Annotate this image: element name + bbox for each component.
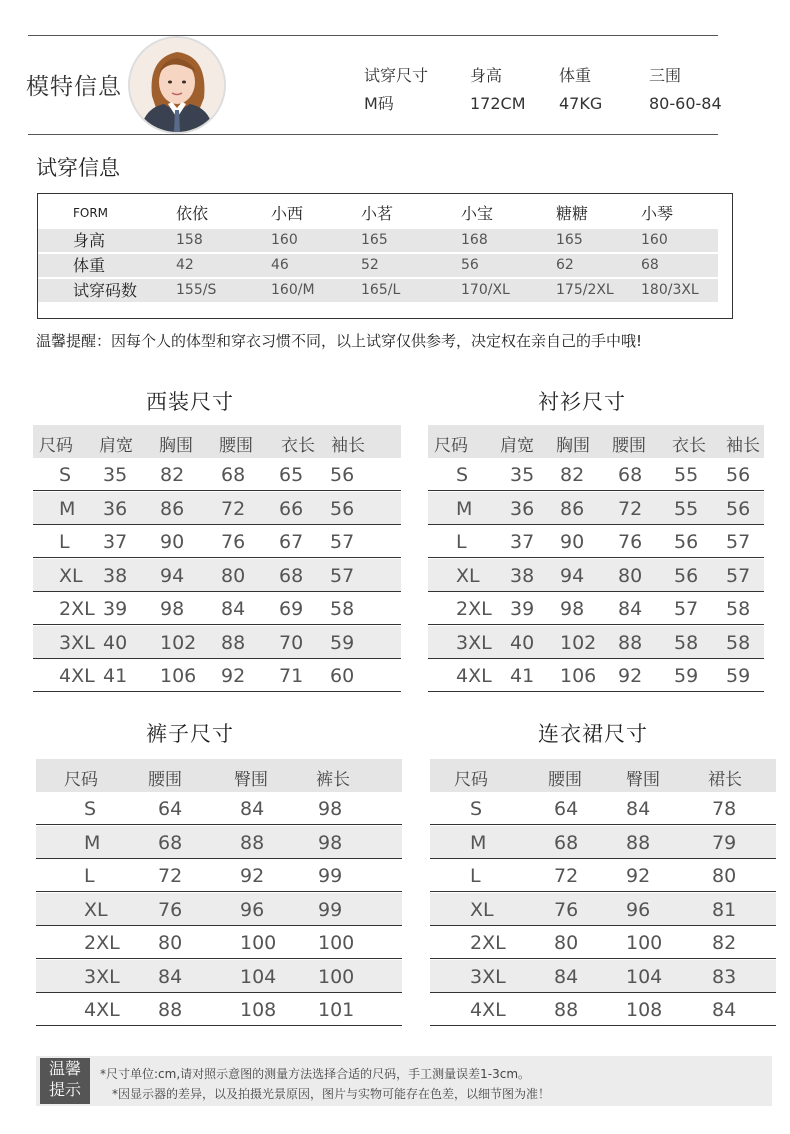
pants-cell: 92	[240, 865, 265, 887]
suit-cell: 69	[279, 598, 304, 620]
pants-cell: M	[84, 831, 101, 854]
tryon-cell: 身高	[73, 231, 106, 250]
tryon-cell: 170/XL	[461, 282, 510, 298]
shirt-cell: 3XL	[456, 631, 492, 654]
dress-header-row	[430, 759, 776, 792]
model-portrait-icon	[130, 38, 224, 132]
suit-cell: 106	[160, 665, 197, 687]
model-field-label: 身高	[470, 66, 503, 85]
suit-cell: 58	[330, 598, 355, 620]
shirt-row	[428, 626, 764, 659]
suit-cell: 68	[221, 464, 246, 486]
shirt-header-cell: 肩宽	[500, 436, 534, 456]
suit-cell: 76	[221, 531, 246, 553]
pants-row	[36, 993, 402, 1026]
suit-header-cell: 尺码	[39, 436, 73, 456]
suit-row	[33, 559, 401, 592]
tips-label	[40, 1058, 90, 1104]
shirt-cell: 86	[560, 497, 585, 520]
shirt-cell: S	[456, 464, 469, 486]
tryon-cell: 62	[556, 257, 574, 273]
suit-cell: 4XL	[59, 665, 95, 687]
suit-row	[33, 492, 401, 525]
pants-row	[36, 926, 402, 959]
suit-cell: 82	[160, 464, 185, 486]
pants-row	[36, 792, 402, 825]
tryon-cell: 155/S	[176, 282, 217, 298]
pants-row	[36, 960, 402, 993]
tryon-cell: 160	[271, 232, 298, 248]
shirt-header-cell: 尺码	[434, 436, 468, 456]
tryon-row	[38, 279, 718, 302]
shirt-cell: 55	[674, 497, 699, 520]
model-field-value: 80-60-84	[649, 94, 722, 113]
pants-header-cell: 腰围	[148, 770, 182, 790]
dress-cell: 84	[626, 798, 651, 820]
suit-header-cell: 腰围	[219, 436, 253, 456]
tryon-cell: 165/L	[361, 282, 401, 298]
shirt-cell: L	[456, 531, 467, 553]
suit-cell: 67	[279, 531, 304, 553]
suit-header-cell: 胸围	[159, 436, 193, 456]
suit-cell: 39	[103, 598, 128, 620]
dress-cell: 78	[712, 798, 737, 820]
suit-cell: 57	[330, 564, 355, 587]
tryon-cell: 165	[556, 232, 583, 248]
dress-cell: 81	[712, 898, 737, 921]
shirt-row	[428, 659, 764, 692]
dress-cell: 83	[712, 965, 737, 988]
tryon-cell: 52	[361, 257, 379, 273]
dress-cell: 80	[554, 932, 579, 954]
shirt-cell: 2XL	[456, 598, 492, 620]
model-field-label: 三围	[649, 66, 682, 85]
pants-cell: S	[84, 798, 97, 820]
tryon-table	[37, 193, 733, 319]
tryon-header-row	[38, 202, 718, 225]
model-field-label: 试穿尺寸	[364, 66, 429, 85]
dress-cell: 96	[626, 898, 651, 921]
pants-header-cell: 臀围	[234, 770, 268, 790]
shirt-cell: 40	[510, 631, 535, 654]
pants-cell: 104	[240, 965, 277, 988]
suit-cell: 84	[221, 598, 246, 620]
shirt-cell: 35	[510, 464, 535, 486]
shirt-cell: 56	[674, 531, 699, 553]
shirt-cell: 102	[560, 631, 597, 654]
suit-cell: 98	[160, 598, 185, 620]
suit-cell: M	[59, 497, 76, 520]
dress-cell: 84	[712, 999, 737, 1021]
shirt-cell: 39	[510, 598, 535, 620]
shirt-cell: 92	[618, 665, 643, 687]
pants-header-cell: 尺码	[64, 770, 98, 790]
tryon-cell: 56	[461, 257, 479, 273]
shirt-cell: 90	[560, 531, 585, 553]
model-divider	[28, 134, 718, 135]
model-field-value: M码	[364, 94, 394, 113]
tips-line-1: *尺寸单位:cm,请对照示意图的测量方法选择合适的尺码，手工测量误差1-3cm。	[100, 1067, 531, 1081]
shirt-size-title: 衬衫尺寸	[538, 390, 626, 414]
suit-size-title: 西装尺寸	[146, 390, 234, 414]
tryon-cell: 46	[271, 257, 289, 273]
tryon-cell: 68	[641, 257, 659, 273]
pants-cell: 64	[158, 798, 183, 820]
suit-cell: 57	[330, 531, 355, 553]
dress-cell: 64	[554, 798, 579, 820]
dress-cell: 80	[712, 865, 737, 887]
shirt-cell: 84	[618, 598, 643, 620]
shirt-cell: 38	[510, 564, 535, 587]
tryon-header-cell: FORM	[73, 206, 109, 220]
tryon-header-cell: 小宝	[461, 204, 494, 223]
model-field-value: 172CM	[470, 94, 526, 113]
dress-cell: 72	[554, 865, 579, 887]
suit-cell: 38	[103, 564, 128, 587]
shirt-cell: XL	[456, 564, 480, 587]
pants-cell: 88	[240, 831, 265, 854]
suit-cell: 65	[279, 464, 304, 486]
shirt-cell: 41	[510, 665, 535, 687]
dress-cell: S	[470, 798, 483, 820]
dress-cell: 79	[712, 831, 737, 854]
shirt-cell: 80	[618, 564, 643, 587]
suit-cell: 68	[279, 564, 304, 587]
suit-cell: XL	[59, 564, 83, 587]
shirt-cell: 58	[726, 598, 751, 620]
pants-cell: L	[84, 865, 95, 887]
pants-cell: XL	[84, 898, 108, 921]
dress-row	[430, 993, 776, 1026]
dress-size-title: 连衣裙尺寸	[538, 722, 648, 746]
shirt-cell: 68	[618, 464, 643, 486]
dress-header-cell: 腰围	[548, 770, 582, 790]
tips-line-2: *因显示器的差异，以及拍摄光景原因，图片与实物可能存在色差，以细节图为准！	[112, 1087, 551, 1101]
shirt-row	[428, 492, 764, 525]
tryon-cell: 180/3XL	[641, 282, 699, 298]
model-avatar	[128, 36, 226, 134]
model-field-label: 体重	[559, 66, 592, 85]
shirt-cell: 57	[674, 598, 699, 620]
dress-cell: XL	[470, 898, 494, 921]
pants-cell: 98	[318, 798, 343, 820]
dress-cell: 108	[626, 999, 663, 1021]
model-field-value: 47KG	[559, 94, 603, 113]
suit-row	[33, 592, 401, 625]
pants-row	[36, 893, 402, 926]
pants-cell: 4XL	[84, 999, 120, 1021]
shirt-cell: 56	[726, 497, 751, 520]
suit-cell: 80	[221, 564, 246, 587]
pants-cell: 88	[158, 999, 183, 1021]
pants-cell: 80	[158, 932, 183, 954]
tryon-row	[38, 254, 718, 277]
shirt-cell: 56	[674, 564, 699, 587]
suit-cell: 88	[221, 631, 246, 654]
pants-cell: 100	[318, 932, 355, 954]
shirt-cell: 57	[726, 531, 751, 553]
dress-cell: M	[470, 831, 487, 854]
dress-cell: 2XL	[470, 932, 506, 954]
pants-cell: 76	[158, 898, 183, 921]
dress-row	[430, 792, 776, 825]
pants-cell: 84	[240, 798, 265, 820]
suit-cell: 56	[330, 497, 355, 520]
suit-cell: 66	[279, 497, 304, 520]
tryon-header-cell: 糖糖	[556, 204, 589, 223]
shirt-cell: M	[456, 497, 473, 520]
suit-header-cell: 衣长	[281, 436, 315, 456]
pants-cell: 99	[318, 898, 343, 921]
pants-cell: 3XL	[84, 965, 120, 988]
tryon-cell: 168	[461, 232, 488, 248]
tryon-header-cell: 依依	[176, 204, 209, 223]
tryon-cell: 158	[176, 232, 203, 248]
dress-cell: 88	[626, 831, 651, 854]
suit-cell: 70	[279, 631, 304, 654]
suit-cell: 86	[160, 497, 185, 520]
tryon-header-cell: 小琴	[641, 204, 674, 223]
shirt-cell: 58	[726, 631, 751, 654]
pants-cell: 96	[240, 898, 265, 921]
suit-header-cell: 袖长	[331, 436, 365, 456]
tryon-cell: 试穿码数	[73, 281, 138, 300]
dress-header-cell: 尺码	[454, 770, 488, 790]
shirt-cell: 58	[674, 631, 699, 654]
pants-cell: 2XL	[84, 932, 120, 954]
suit-cell: 90	[160, 531, 185, 553]
model-field-height	[470, 62, 526, 118]
pants-cell: 99	[318, 865, 343, 887]
suit-cell: 41	[103, 665, 128, 687]
top-divider	[28, 35, 718, 36]
model-field-weight	[559, 62, 602, 118]
pants-cell: 108	[240, 999, 277, 1021]
shirt-row	[428, 458, 764, 491]
tryon-title: 试穿信息	[36, 156, 120, 180]
suit-cell: 102	[160, 631, 197, 654]
shirt-row	[428, 592, 764, 625]
pants-cell: 100	[240, 932, 277, 954]
model-info-title: 模特信息	[26, 74, 122, 100]
suit-row	[33, 626, 401, 659]
model-field-measurements	[649, 62, 722, 118]
suit-cell: 35	[103, 464, 128, 486]
shirt-cell: 4XL	[456, 665, 492, 687]
suit-cell: 72	[221, 497, 246, 520]
tryon-header-cell: 小西	[271, 204, 304, 223]
suit-cell: 94	[160, 564, 185, 587]
pants-size-title: 裤子尺寸	[146, 722, 234, 746]
suit-header-row	[33, 425, 401, 458]
shirt-row	[428, 525, 764, 558]
suit-header-cell: 肩宽	[99, 436, 133, 456]
suit-cell: L	[59, 531, 70, 553]
suit-cell: S	[59, 464, 72, 486]
dress-cell: 68	[554, 831, 579, 854]
shirt-header-cell: 胸围	[556, 436, 590, 456]
suit-cell: 60	[330, 665, 355, 687]
tips-label-line: 温馨	[48, 1059, 81, 1078]
dress-row	[430, 893, 776, 926]
dress-cell: 100	[626, 932, 663, 954]
dress-cell: 82	[712, 932, 737, 954]
dress-cell: 104	[626, 965, 663, 988]
pants-row	[36, 859, 402, 892]
shirt-row	[428, 559, 764, 592]
shirt-cell: 106	[560, 665, 597, 687]
dress-row	[430, 859, 776, 892]
tryon-cell: 42	[176, 257, 194, 273]
tryon-note: 温馨提醒：因每个人的体型和穿衣习惯不同，以上试穿仅供参考，决定权在亲自己的手中哦!	[36, 332, 643, 350]
shirt-cell: 98	[560, 598, 585, 620]
suit-cell: 40	[103, 631, 128, 654]
shirt-cell: 56	[726, 464, 751, 486]
shirt-cell: 59	[726, 665, 751, 687]
dress-header-cell: 臀围	[626, 770, 660, 790]
suit-cell: 3XL	[59, 631, 95, 654]
shirt-header-cell: 衣长	[672, 436, 706, 456]
tryon-header-cell: 小茗	[361, 204, 394, 223]
suit-cell: 2XL	[59, 598, 95, 620]
pants-cell: 72	[158, 865, 183, 887]
shirt-cell: 72	[618, 497, 643, 520]
dress-row	[430, 926, 776, 959]
suit-row	[33, 659, 401, 692]
tryon-row	[38, 229, 718, 252]
dress-cell: L	[470, 865, 481, 887]
pants-cell: 98	[318, 831, 343, 854]
pants-header-row	[36, 759, 402, 792]
shirt-cell: 36	[510, 497, 535, 520]
tips-label-line: 提示	[48, 1080, 81, 1099]
shirt-cell: 82	[560, 464, 585, 486]
shirt-cell: 76	[618, 531, 643, 553]
pants-cell: 84	[158, 965, 183, 988]
dress-row	[430, 960, 776, 993]
suit-cell: 37	[103, 531, 128, 553]
shirt-header-cell: 袖长	[726, 436, 760, 456]
pants-row	[36, 826, 402, 859]
dress-row	[430, 826, 776, 859]
shirt-header-cell: 腰围	[612, 436, 646, 456]
shirt-cell: 57	[726, 564, 751, 587]
pants-cell: 101	[318, 999, 355, 1021]
suit-row	[33, 525, 401, 558]
suit-cell: 36	[103, 497, 128, 520]
shirt-cell: 94	[560, 564, 585, 587]
dress-cell: 76	[554, 898, 579, 921]
tips-box	[36, 1056, 772, 1106]
dress-cell: 3XL	[470, 965, 506, 988]
suit-cell: 56	[330, 464, 355, 486]
pants-cell: 100	[318, 965, 355, 988]
dress-header-cell: 裙长	[708, 770, 742, 790]
tryon-cell: 175/2XL	[556, 282, 614, 298]
shirt-cell: 37	[510, 531, 535, 553]
dress-cell: 92	[626, 865, 651, 887]
tryon-cell: 160	[641, 232, 668, 248]
tryon-cell: 165	[361, 232, 388, 248]
pants-header-cell: 裤长	[316, 770, 350, 790]
suit-row	[33, 458, 401, 491]
suit-cell: 92	[221, 665, 246, 687]
model-field-size	[364, 62, 428, 118]
suit-cell: 59	[330, 631, 355, 654]
dress-cell: 88	[554, 999, 579, 1021]
shirt-cell: 55	[674, 464, 699, 486]
suit-cell: 71	[279, 665, 304, 687]
tryon-cell: 160/M	[271, 282, 315, 298]
shirt-cell: 59	[674, 665, 699, 687]
pants-cell: 68	[158, 831, 183, 854]
tryon-cell: 体重	[73, 256, 106, 275]
shirt-header-row	[428, 425, 764, 458]
dress-cell: 84	[554, 965, 579, 988]
dress-cell: 4XL	[470, 999, 506, 1021]
shirt-cell: 88	[618, 631, 643, 654]
